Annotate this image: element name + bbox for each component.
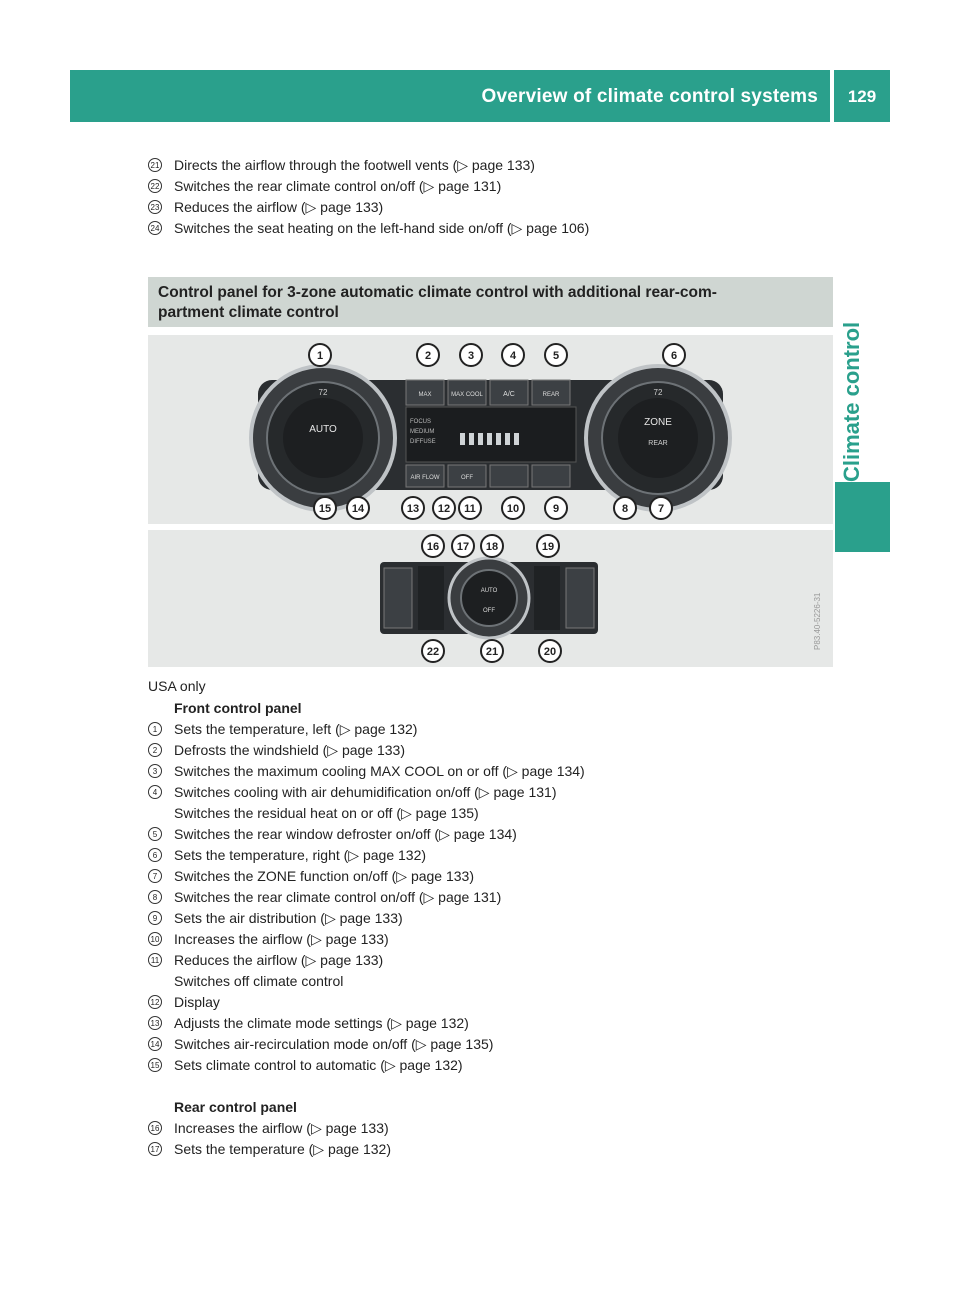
list-item [148,155,838,176]
mode-focus: FOCUS [410,419,431,425]
list-item [148,887,838,908]
rear-panel-illustration [148,530,833,667]
callout-number: 6 [148,848,162,862]
sidebar-color-block [835,482,890,552]
callout-label: 19 [541,541,555,553]
rear-dial-off-label: OFF [483,608,495,614]
mode-diffuse: DIFFUSE [410,439,436,445]
item-continuation: Switches the residual heat on or off (▷ page 135) [174,805,479,821]
page-header [70,70,890,122]
callout-number: 9 [148,911,162,925]
callout-number: 8 [148,890,162,904]
list-item [148,845,838,866]
callout-label: 8 [621,503,629,515]
callout-label: 5 [552,350,560,362]
callout-label: 9 [552,503,560,515]
callout-marker [502,344,524,366]
header-title: Overview of climate control systems [481,86,818,107]
list-item [148,218,838,239]
image-code: P83.40-5226-31 [813,592,822,650]
callout-marker [422,640,444,662]
callout-label: 12 [437,503,451,515]
rear-dial-auto-label: AUTO [480,588,498,594]
off-button-label: OFF [461,475,473,481]
section-title-line1: Control panel for 3-zone automatic climate control with additional rear-com- [158,284,717,301]
callout-marker [481,640,503,662]
callout-number: 16 [148,1121,162,1135]
rear-list [148,1118,838,1160]
section-sidebar [835,122,890,562]
rear-panel-figure [148,530,833,667]
callout-marker [663,344,685,366]
list-item [148,929,838,950]
callout-marker [417,344,439,366]
callout-number: 15 [148,1058,162,1072]
callout-number: 17 [148,1142,162,1156]
callout-number: 13 [148,1016,162,1030]
right-dial-temp: 72 [653,388,663,397]
item-text: Adjusts the climate mode settings (▷ page 132) [174,1015,469,1031]
callout-number: 22 [148,179,162,193]
callout-number: 23 [148,200,162,214]
callout-marker [402,497,424,519]
list-item [148,761,838,782]
callout-number: 7 [148,869,162,883]
list-item [148,950,838,971]
callout-label: 2 [424,350,432,362]
section-title [158,283,823,323]
right-dial-label: ZONE [644,417,672,428]
item-text: Increases the airflow (▷ page 133) [174,1120,389,1136]
item-text: Sets the air distribution (▷ page 133) [174,910,403,926]
callout-marker [314,497,336,519]
front-list [148,719,838,1076]
callout-marker [460,344,482,366]
region-note: USA only [148,678,206,694]
list-item [148,824,838,845]
list-item [148,176,838,197]
callout-number: 2 [148,743,162,757]
item-text: Switches the maximum cooling MAX COOL on or off (▷ page 134) [174,763,585,779]
item-text: Sets the temperature, left (▷ page 132) [174,721,418,737]
rear-defrost-button-label: REAR [542,392,560,398]
callout-number: 14 [148,1037,162,1051]
callout-label: 18 [485,541,499,553]
item-text: Increases the airflow (▷ page 133) [174,931,389,947]
list-item [148,1139,838,1160]
callout-number: 5 [148,827,162,841]
list-item [148,866,838,887]
rear-panel-heading: Rear control panel [174,1099,297,1115]
section-title-line2: partment climate control [158,304,339,321]
callout-number: 12 [148,995,162,1009]
list-item [148,740,838,761]
front-item-list [148,698,838,1160]
callout-label: 21 [485,646,499,658]
item-text: Switches air-recirculation mode on/off (▷ page 135) [174,1036,494,1052]
max-cool-button-label: MAX COOL [451,392,483,398]
list-item [148,782,838,803]
mode-medium: MEDIUM [410,429,435,435]
callout-label: 14 [351,503,365,515]
callout-marker [545,497,567,519]
item-text: Switches the seat heating on the left-hand side on/off (▷ page 106) [174,220,590,236]
item-continuation: Switches off climate control [174,973,344,989]
front-panel-illustration [148,335,833,524]
callout-marker [309,344,331,366]
callout-marker [650,497,672,519]
item-text: Switches the rear window defroster on/off (▷ page 134) [174,826,517,842]
callout-marker [422,535,444,557]
callout-marker [459,497,481,519]
page-number-box [834,70,890,122]
callout-label: 13 [406,503,420,515]
item-text: Switches cooling with air dehumidification on/off (▷ page 131) [174,784,557,800]
item-text: Sets the temperature (▷ page 132) [174,1141,391,1157]
item-text: Switches the ZONE function on/off (▷ page 133) [174,868,475,884]
callout-label: 6 [670,350,678,362]
item-text: Display [174,994,220,1010]
callout-label: 10 [506,503,520,515]
callout-number: 10 [148,932,162,946]
header-title-box [70,70,830,122]
airflow-button-label: AIR FLOW [410,475,440,481]
section-heading-box [148,277,833,327]
item-text: Reduces the airflow (▷ page 133) [174,199,384,215]
callout-number: 3 [148,764,162,778]
list-item [148,1055,838,1076]
callout-label: 17 [456,541,470,553]
callout-label: 20 [543,646,557,658]
top-item-list [148,155,838,239]
callout-marker [545,344,567,366]
callout-number: 24 [148,221,162,235]
list-item [148,1118,838,1139]
callout-marker [502,497,524,519]
item-text: Sets climate control to automatic (▷ page 132) [174,1057,463,1073]
list-item [148,1013,838,1034]
callout-marker [452,535,474,557]
page-number: 129 [847,87,877,106]
list-item [148,992,838,1013]
callout-label: 11 [464,503,476,515]
callout-label: 3 [467,350,475,362]
callout-marker [539,640,561,662]
callout-marker [481,535,503,557]
callout-number: 4 [148,785,162,799]
item-text: Sets the temperature, right (▷ page 132) [174,847,427,863]
front-panel-heading: Front control panel [174,700,302,716]
callout-label: 1 [316,350,324,362]
callout-number: 1 [148,722,162,736]
list-item [148,197,838,218]
right-dial-sub-label: REAR [648,440,668,447]
item-text: Defrosts the windshield (▷ page 133) [174,742,405,758]
callout-label: 15 [318,503,332,515]
item-text: Reduces the airflow (▷ page 133) [174,952,384,968]
left-dial-temp: 72 [318,388,328,397]
item-text: Directs the airflow through the footwell vents (▷ page 133) [174,157,535,173]
callout-marker [537,535,559,557]
sidebar-section-label: Climate control [839,321,864,482]
list-item [148,1034,838,1055]
callout-marker [614,497,636,519]
callout-label: 16 [426,541,440,553]
callout-label: 22 [426,646,440,658]
list-item [148,908,838,929]
list-item [148,719,838,740]
callout-label: 4 [509,350,517,362]
callout-marker [347,497,369,519]
left-dial-label: AUTO [309,424,337,435]
defrost-button-label: MAX [418,392,432,398]
front-panel-figure [148,335,833,524]
callout-number: 11 [148,953,162,967]
callout-number: 21 [148,158,162,172]
ac-button-label: A/C [503,391,515,398]
item-text: Switches the rear climate control on/off (▷ page 131) [174,178,502,194]
callout-label: 7 [657,503,665,515]
item-text: Switches the rear climate control on/off (▷ page 131) [174,889,502,905]
callout-marker [433,497,455,519]
